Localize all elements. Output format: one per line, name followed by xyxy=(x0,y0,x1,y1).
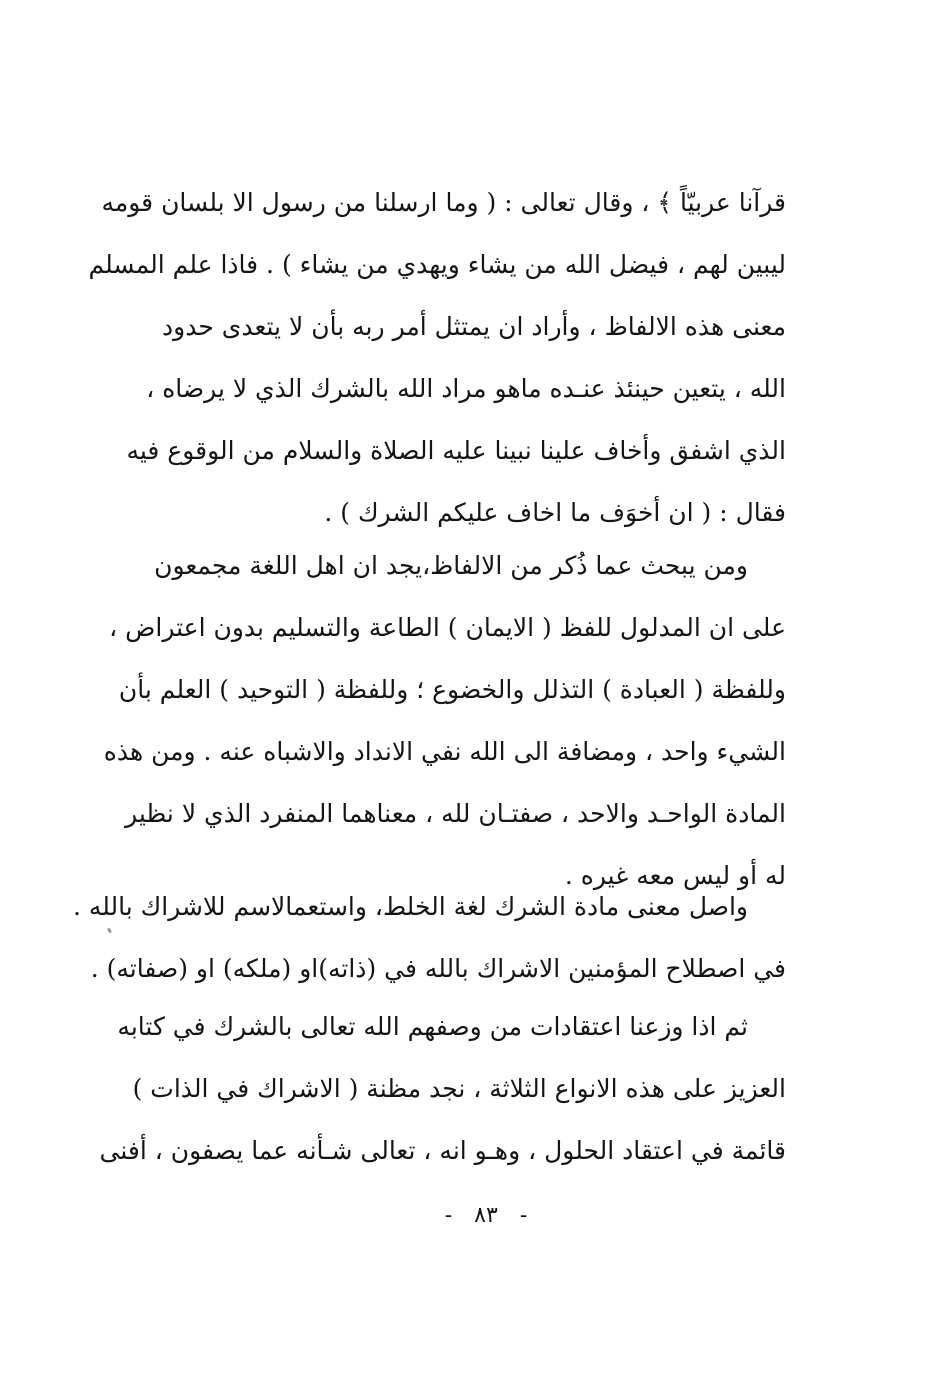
paragraph-1 xyxy=(88,172,786,544)
text-line: العزيز على هذه الانواع الثلاثة ، نجد مظنة ( الاشراك في الذات ) xyxy=(132,1074,786,1103)
text-line: على ان المدلول للفظ ( الايمان ) الطاعة والتسليم بدون اعتراض ، xyxy=(109,613,786,642)
text-line: واصل معنى مادة الشرك لغة الخلط، واستعمالاسم للاشراك بالله . xyxy=(72,892,748,921)
text-line: ثم اذا وزعنا اعتقادات من وصفهم الله تعالى بالشرك في كتابه xyxy=(117,1012,748,1041)
text-line: فقال : ( ان أخوَف ما اخاف عليكم الشرك ) . xyxy=(324,498,786,527)
text-line: الذي اشفق وأخاف علينا نبينا عليه الصلاة والسلام من الوقوع فيه xyxy=(126,436,786,465)
text-line: معنى هذه الالفاظ ، وأراد ان يمتثل أمر ربه بأن لا يتعدى حدود xyxy=(162,312,786,341)
paragraph-2 xyxy=(103,535,786,907)
text-line: ليبين لهم ، فيضل الله من يشاء ويهدي من يشاء ) . فاذا علم المسلم xyxy=(88,250,786,279)
text-line: ومن يبحث عما ذُكر من الالفاظ،يجد ان اهل اللغة مجمعون xyxy=(154,551,748,580)
page-number xyxy=(0,1203,950,1228)
text-line: الشيء واحد ، ومضافة الى الله نفي الانداد والاشباه عنه . ومن هذه xyxy=(103,737,786,766)
page-number-value: ٨٣ xyxy=(474,1203,498,1228)
page-number-dash-left: - xyxy=(444,1203,453,1228)
text-line: في اصطلاح المؤمنين الاشراك بالله في (ذاته)او (ملكه) او (صفاته) . xyxy=(90,954,786,983)
text-line: قرآنا عربيّاً ﴾ ، وقال تعالى : ( وما ارسلنا من رسول الا بلسان قومه xyxy=(101,188,786,217)
page-number-dash-right: - xyxy=(519,1203,528,1228)
text-line: له أو ليس معه غيره . xyxy=(564,861,786,890)
text-line: وللفظة ( العبادة ) التذلل والخضوع ؛ وللفظة ( التوحيد ) العلم بأن xyxy=(118,675,786,704)
text-line: قائمة في اعتقاد الحلول ، وهـو انه ، تعالى شـأنه عما يصفون ، أفنى xyxy=(99,1136,786,1165)
text-line: المادة الواحـد والاحد ، صفتـان لله ، معناهما المنفرد الذي لا نظير xyxy=(125,799,786,828)
text-line: الله ، يتعين حينئذ عنـده ماهو مراد الله بالشرك الذي لا يرضاه ، xyxy=(146,374,786,403)
paragraph-3 xyxy=(72,876,786,1000)
paragraph-4 xyxy=(99,996,786,1182)
